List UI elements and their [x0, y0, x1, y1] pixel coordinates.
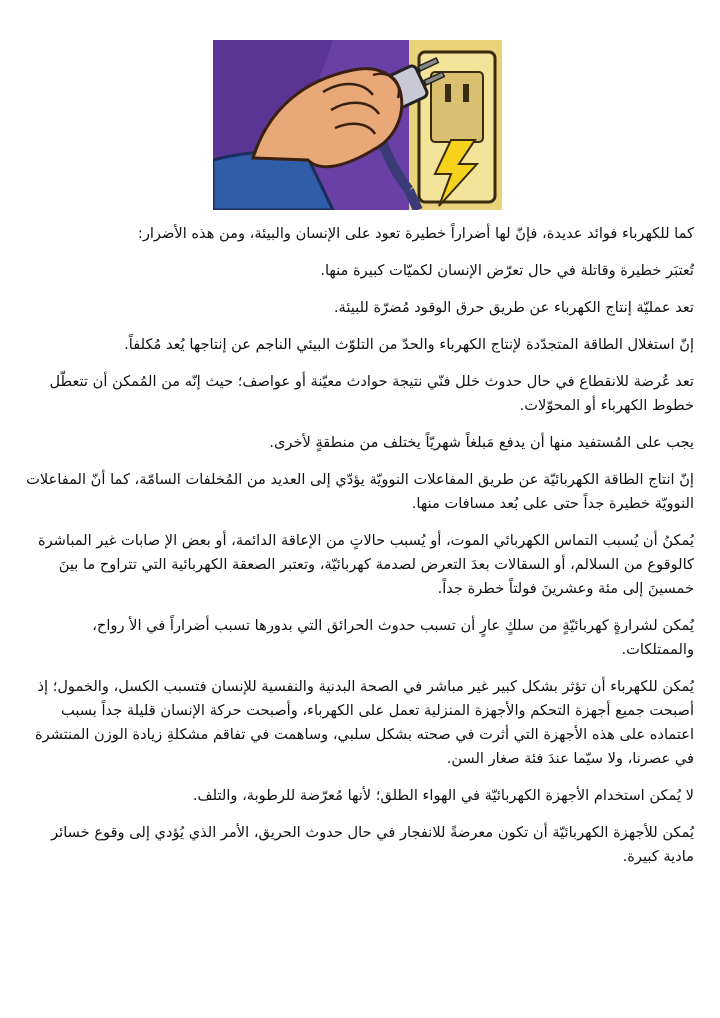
- paragraph-nuclear-waste: إنّ انتاج الطاقة الكهربائيّة عن طريق المفاعلات النوويّة يؤدّي إلى العديد من المُخلفات السامّة، كما أنّ المفاعلات النوويّة خطيرة جداً حتى على بُعد مسافات منها.: [26, 471, 694, 512]
- paragraph-electric-shock: يُمكنُ أن يُسبب التماس الكهربائي الموت، أو يُسبب حالاتٍ من الإعاقة الدائمة، أو بعض الإ صابات غير المباشرة كالوقوع من السلالم، أو السقالات بعدَ التعرض لصدمة كهربائيّة، وتعتبر الصعقة الكهربائية التي تتراوح ما بينَ خمسينَ إلى مئة وعشرينَ فولتاً خطرة جداً.: [37, 532, 694, 597]
- paragraph-danger-to-humans: تُعتبَر خطيرة وقاتلة في حال تعرّض الإنسان لكميّات كبيرة منها.: [320, 262, 694, 279]
- paragraph-monthly-cost: يجب على المُستفيد منها أن يدفع مَبلغاً شهريّاً يختلف من منطقةٍ لأخرى.: [269, 434, 694, 451]
- paragraph-health-effects: يُمكن للكهرباء أن تؤثر بشكل كبير غير مباشر في الصحة البدنية والنفسية للإنسان فتسبب الكسل، والخمول؛ إذ أصبحت جميع أجهزة التحكم والأجهزة المنزلية تعمل على الكهرباء، وأصبحت حركة الإنسان قليلة جداً بسبب اعتماده على هذه الأجهزة التي أثرت في صحته بشكل سلبي، وساهمت في تفاقم مشكلةِ زيادة الوزن المنتشرة في عصرنا، ولا سيّما عندَ فئة صغار السن.: [34, 678, 694, 767]
- paragraph-outages: تعد عُرضة للانقطاع في حال حدوث خلل فنّي نتيجة حوادث معيّنة أو عواصف؛ حيث إنّه من المُمكن أن تتعطّل خطوط الكهرباء أو المحوّلات.: [49, 373, 694, 414]
- paragraph-outdoor-use: لا يُمكن استخدام الأجهزة الكهربائيّة في الهواء الطلق؛ لأنها مُعرّضة للرطوبة، والتلف.: [192, 787, 694, 804]
- paragraph-fuel-burning: تعد عمليّة إنتاج الكهرباء عن طريق حرق الوقود مُضرّة للبيئة.: [333, 299, 694, 316]
- intro-paragraph: كما للكهرباء فوائد عديدة، فإنّ لها أضراراً خطيرة تعود على الإنسان والبيئة، ومن هذه الأضرار:: [137, 225, 694, 242]
- harms-of-electricity-text: [20, 222, 694, 882]
- hand-unplugging-electrical-plug-icon: [213, 40, 502, 210]
- paragraph-fires: يُمكن لشرارةٍ كهربائيّةٍ من سلكٍ عارٍ أن تسبب حدوث الحرائق التي بدورها تسبب أضراراً في الأ رواح، والممتلكات.: [92, 617, 694, 658]
- paragraph-explosion-risk: يُمكن للأجهزة الكهربائيّة أن تكون معرضةً للانفجار في حال حدوث الحريق، الأمر الذي يُؤدي إلى وقوع خسائر مادية كبيرة.: [51, 824, 694, 865]
- paragraph-renewable-cost: إنّ استغلال الطاقة المتجدّدة لإنتاج الكهرباء والحدّ من التلوّث البيئي الناجم عن إنتاجها يُعد مُكلفاً.: [124, 336, 694, 353]
- hand-unplugging-plug-illustration: [213, 40, 502, 210]
